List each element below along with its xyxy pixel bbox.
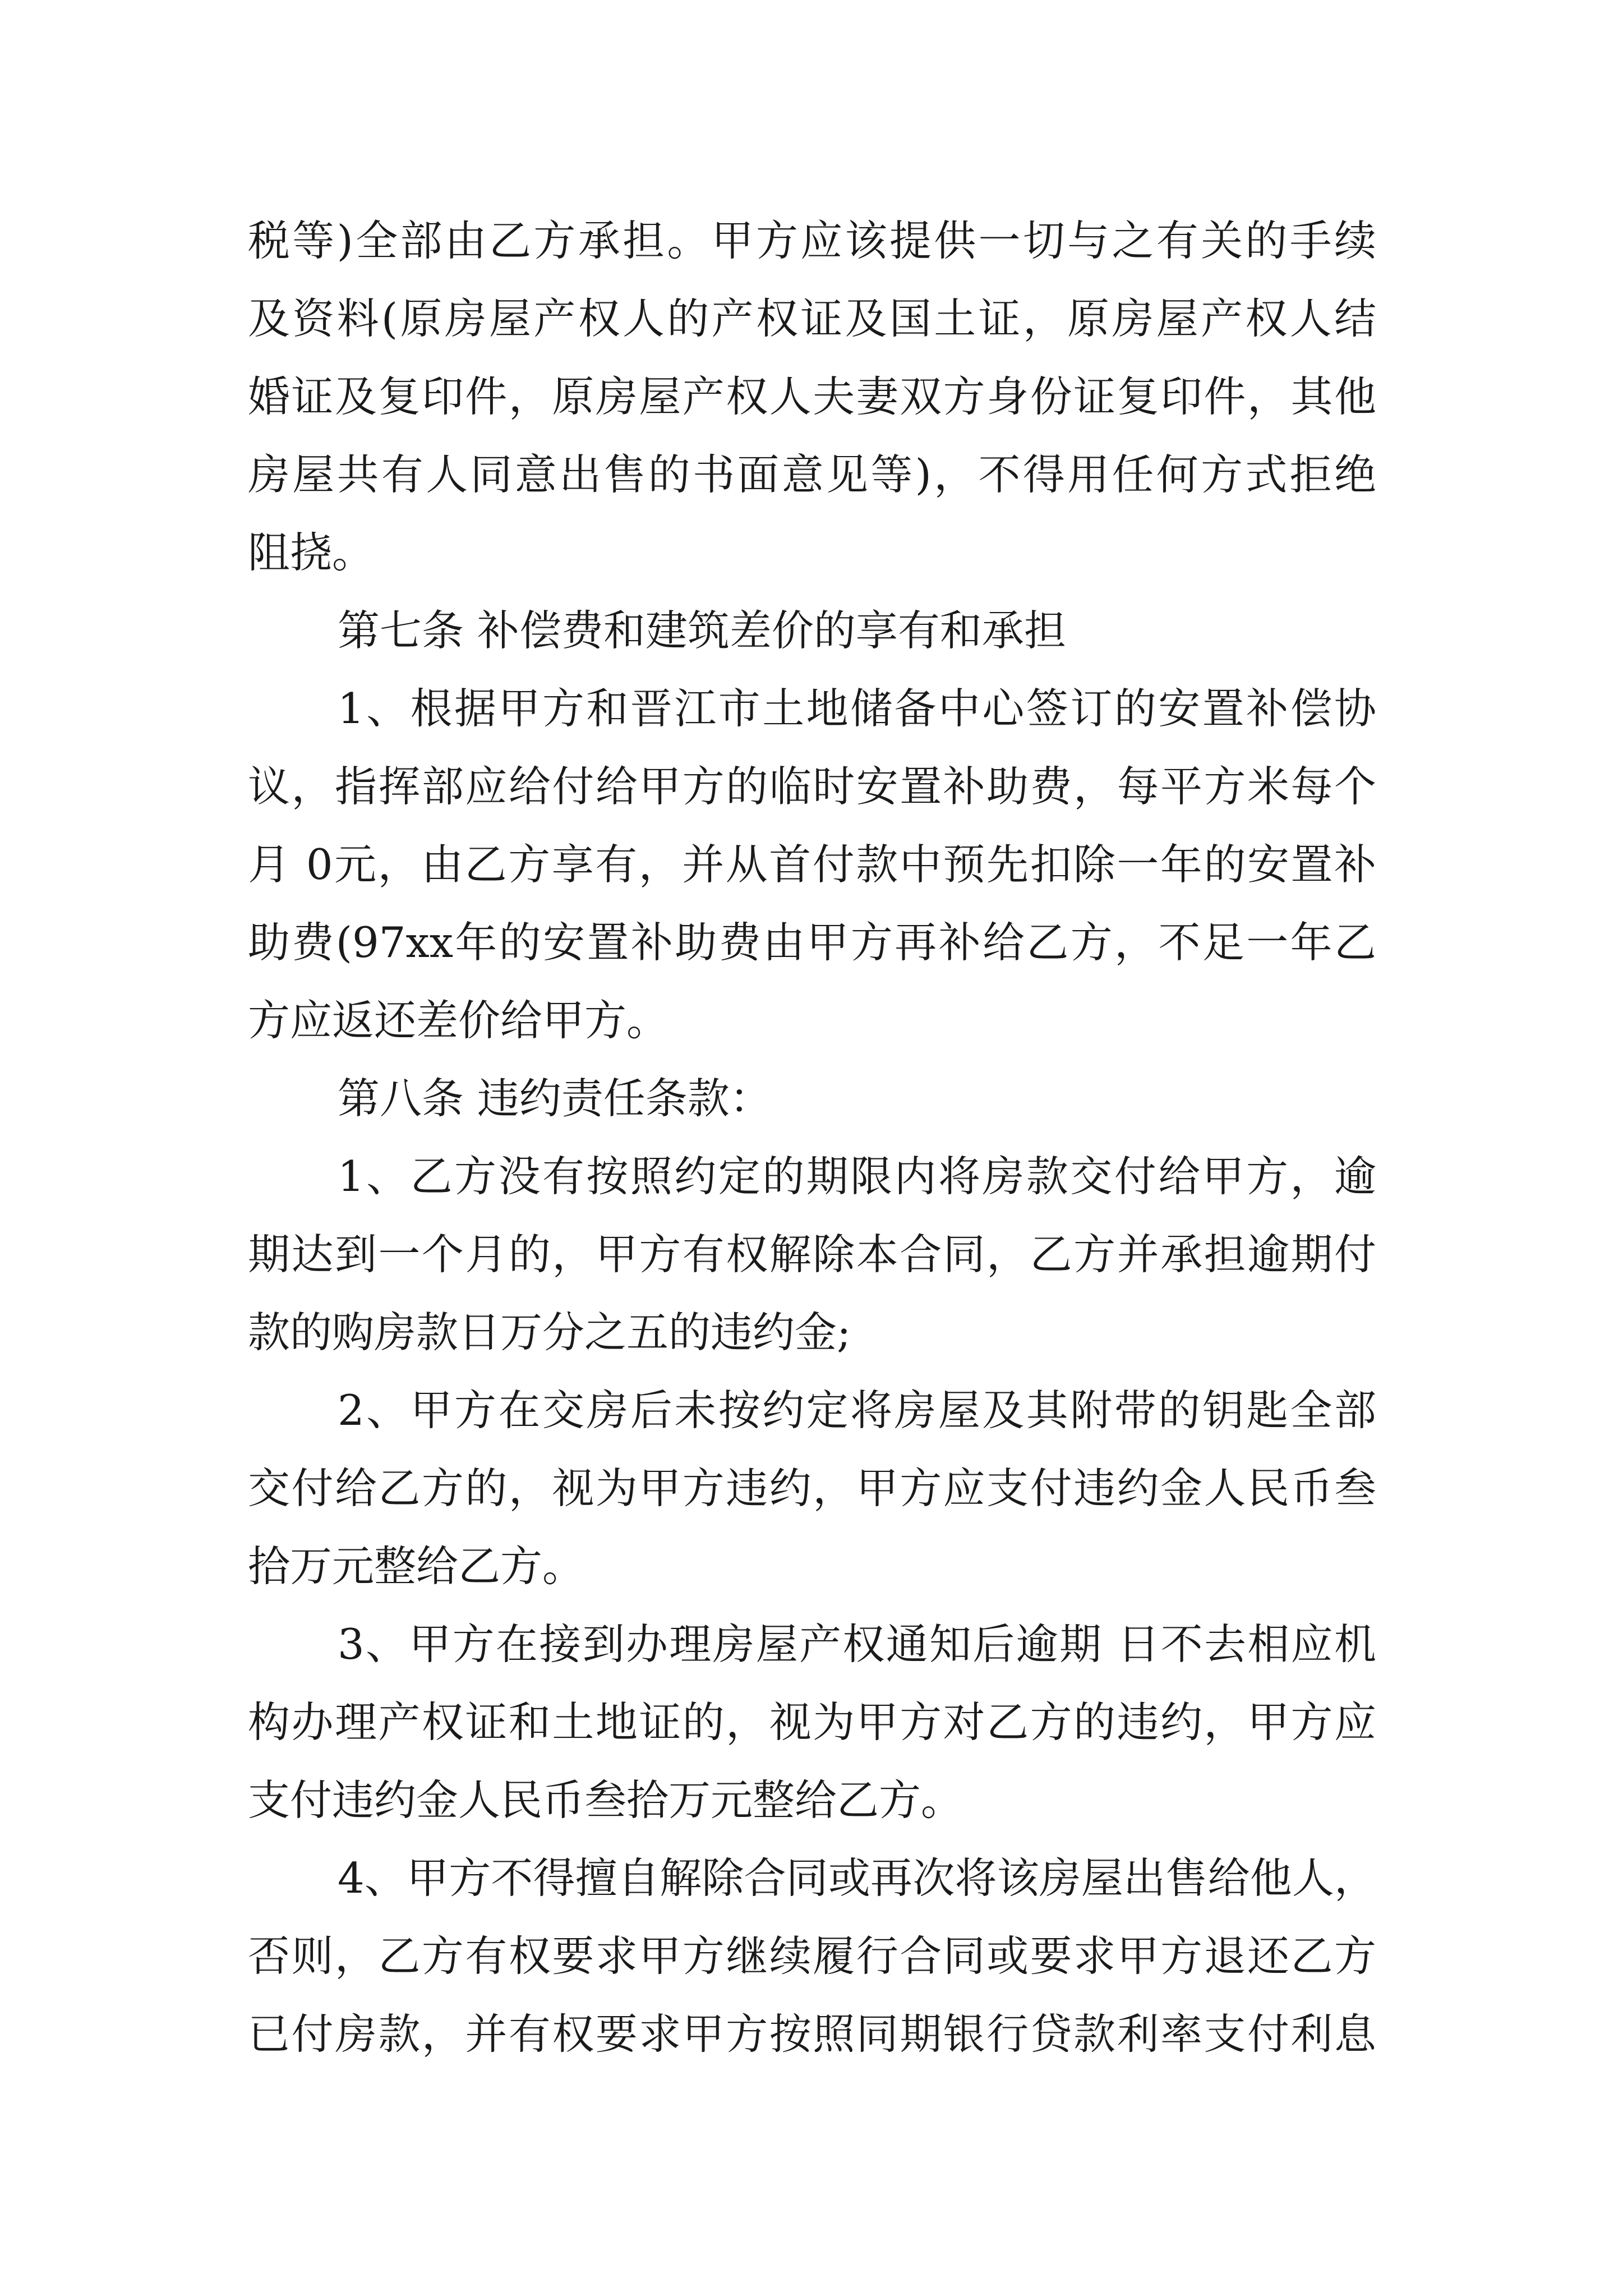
text-line: 及资料(原房屋产权人的产权证及国土证，原房屋产权人结 bbox=[248, 294, 1376, 343]
text-line: 否则，乙方有权要求甲方继续履行合同或要求甲方退还乙方 bbox=[248, 1931, 1376, 1981]
text-line: 阻挠。 bbox=[248, 528, 375, 577]
text-line: 议，指挥部应给付给甲方的临时安置补助费，每平方米每个 bbox=[248, 762, 1376, 811]
text-line: 4、甲方不得擅自解除合同或再次将该房屋出售给他人， bbox=[338, 1853, 1376, 1903]
text-line: 支付违约金人民币叁拾万元整给乙方。 bbox=[248, 1775, 963, 1825]
text-line: 税等)全部由乙方承担。甲方应该提供一切与之有关的手续 bbox=[248, 216, 1376, 265]
text-line: 构办理产权证和土地证的，视为甲方对乙方的违约，甲方应 bbox=[248, 1697, 1376, 1747]
text-line: 1、乙方没有按照约定的期限内将房款交付给甲方，逾 bbox=[338, 1152, 1376, 1201]
text-line: 期达到一个月的，甲方有权解除本合同，乙方并承担逾期付 bbox=[248, 1230, 1376, 1279]
text-line: 第八条 违约责任条款： bbox=[338, 1074, 772, 1123]
text-line: 交付给乙方的，视为甲方违约，甲方应支付违约金人民币叁 bbox=[248, 1464, 1376, 1513]
text-line: 款的购房款日万分之五的违约金; bbox=[248, 1308, 851, 1357]
text-line: 月 0元，由乙方享有，并从首付款中预先扣除一年的安置补 bbox=[248, 840, 1376, 889]
text-line: 已付房款，并有权要求甲方按照同期银行贷款利率支付利息 bbox=[248, 2009, 1376, 2059]
text-line: 房屋共有人同意出售的书面意见等)，不得用任何方式拒绝 bbox=[248, 450, 1376, 499]
text-line: 婚证及复印件，原房屋产权人夫妻双方身份证复印件，其他 bbox=[248, 372, 1376, 421]
text-line: 助费(97xx年的安置补助费由甲方再补给乙方，不足一年乙 bbox=[248, 918, 1376, 967]
text-line: 3、甲方在接到办理房屋产权通知后逾期 日不去相应机 bbox=[338, 1619, 1376, 1669]
text-line: 2、甲方在交房后未按约定将房屋及其附带的钥匙全部 bbox=[338, 1386, 1376, 1435]
text-line: 第七条 补偿费和建筑差价的享有和承担 bbox=[338, 606, 1066, 655]
document-body bbox=[248, 202, 1376, 2073]
text-line: 拾万元整给乙方。 bbox=[248, 1542, 585, 1591]
text-line: 方应返还差价给甲方。 bbox=[248, 996, 669, 1045]
text-line: 1、根据甲方和晋江市土地储备中心签订的安置补偿协 bbox=[338, 684, 1376, 733]
